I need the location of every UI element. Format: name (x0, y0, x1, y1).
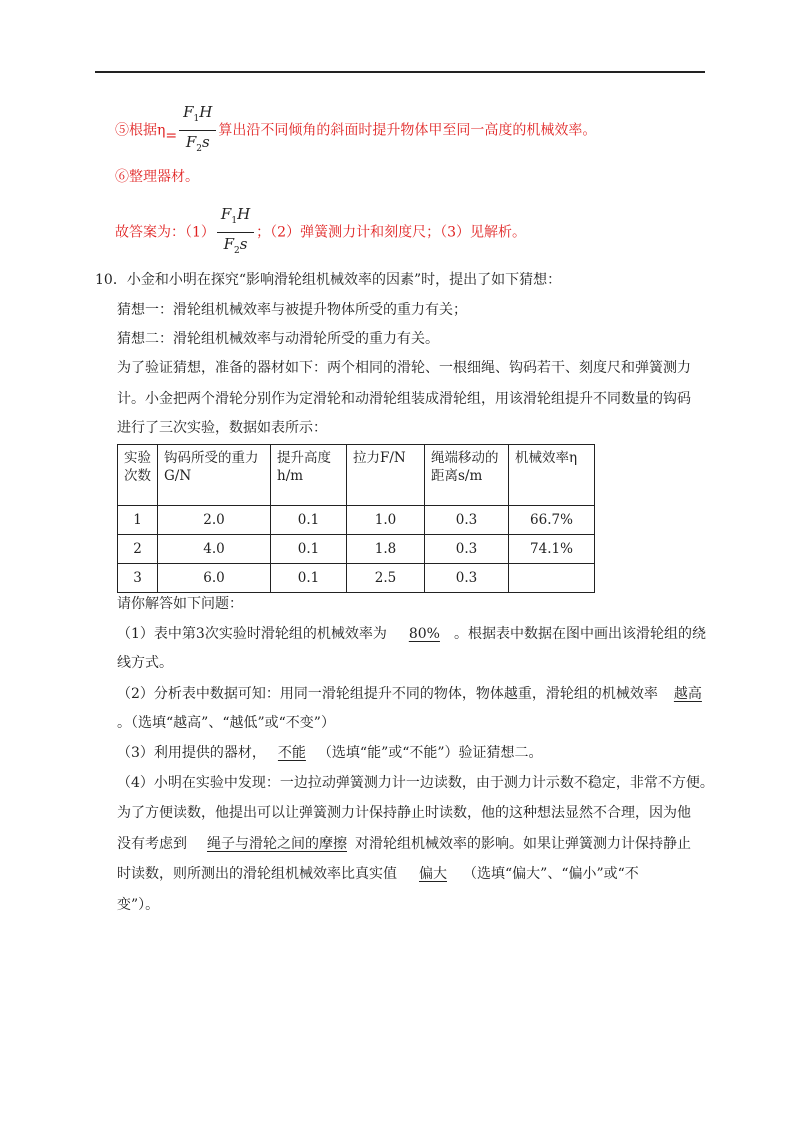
header-rule (95, 71, 705, 73)
q2-answer: 越高 (673, 686, 702, 702)
q3-text: （3）利用提供的器材， (117, 745, 266, 761)
table-row (118, 564, 595, 593)
cell-height: 0.1 (271, 506, 347, 535)
q4-answer-2: 偏大 (419, 866, 447, 882)
header-efficiency: 机械效率η (509, 445, 595, 506)
q1-text-2: 。根据表中数据在图中画出该滑轮组的绕 (453, 626, 706, 642)
cell-distance: 0.3 (425, 535, 509, 564)
materials-line-1: 为了验证猜想，准备的器材如下：两个相同的滑轮、一根细绳、钩码若干、刻度尺和弹簧测力 (117, 360, 691, 376)
question-1-cont: 线方式。 (117, 655, 173, 671)
cell-trial: 2 (118, 535, 158, 564)
table-header-row (118, 445, 595, 506)
header-height: 提升高度h/m (271, 445, 347, 506)
questions-intro: 请你解答如下问题： (117, 596, 243, 612)
answer-prefix: 故答案为：（1） (115, 224, 215, 241)
cell-weight: 4.0 (158, 535, 271, 564)
step-5-line (115, 103, 596, 158)
cell-efficiency: 74.1% (509, 535, 595, 564)
cell-distance: 0.3 (425, 506, 509, 535)
table-row (118, 506, 595, 535)
cell-weight: 6.0 (158, 564, 271, 593)
cell-height: 0.1 (271, 564, 347, 593)
cell-distance: 0.3 (425, 564, 509, 593)
step-5-lead: 根据η (129, 122, 166, 139)
question-2 (117, 684, 706, 704)
question-2-cont: 。（选填“越高”、“越低”或“不变”） (117, 715, 335, 731)
step-5-equals: = (165, 127, 178, 144)
q10-title: 10．小金和小明在探究“影响滑轮组机械效率的因素”时，提出了如下猜想： (95, 272, 562, 288)
step-5-number: ⑤ (115, 122, 129, 139)
cell-trial: 1 (118, 506, 158, 535)
question-4-line-5: 变”）。 (117, 897, 160, 913)
q4-text: 没有考虑到 (117, 836, 187, 852)
cell-efficiency (509, 564, 595, 593)
question-3 (117, 743, 543, 763)
q4-answer-1: 绳子与滑轮之间的摩擦 (207, 836, 347, 852)
q4-text-4: （选填“偏大”、“偏小”或“不 (463, 866, 639, 882)
answer-suffix: ；（2）弹簧测力计和刻度尺；（3）见解析。 (256, 224, 526, 241)
question-4-line-3 (117, 834, 691, 854)
header-distance: 绳端移动的距离s/m (425, 445, 509, 506)
answer-summary (115, 205, 526, 260)
hypothesis-2: 猜想二：滑轮组机械效率与动滑轮所受的重力有关。 (117, 331, 439, 347)
step-6-line: ⑥整理器材。 (115, 169, 199, 185)
question-4-line-4 (117, 864, 639, 884)
answer-formula: $\frac{F_1H}{F_2s}$ (217, 205, 254, 260)
q1-text: （1）表中第3次实验时滑轮组的机械效率为 (117, 626, 387, 642)
experiment-table (117, 444, 595, 593)
efficiency-formula: $\frac{F_1H}{F_2s}$ (179, 103, 216, 158)
cell-force: 2.5 (347, 564, 425, 593)
header-trial: 实验次数 (118, 445, 158, 506)
cell-force: 1.8 (347, 535, 425, 564)
materials-line-3: 进行了三次实验，数据如表所示： (117, 420, 327, 436)
q2-text: （2）分析表中数据可知：用同一滑轮组提升不同的物体，物体越重，滑轮组的机械效率 (117, 686, 658, 702)
cell-weight: 2.0 (158, 506, 271, 535)
cell-height: 0.1 (271, 535, 347, 564)
materials-line-2: 计。小金把两个滑轮分别作为定滑轮和动滑轮组装成滑轮组，用该滑轮组提升不同数量的钩码 (117, 391, 691, 407)
cell-efficiency: 66.7% (509, 506, 595, 535)
table-row (118, 535, 595, 564)
q3-answer: 不能 (277, 745, 306, 761)
q3-text-2: （选填“能”或“不能”）验证猜想二。 (317, 745, 543, 761)
hypothesis-1: 猜想一：滑轮组机械效率与被提升物体所受的重力有关； (117, 302, 467, 318)
step-5-text: 算出沿不同倾角的斜面时提升物体甲至同一高度的机械效率。 (218, 122, 597, 139)
header-weight: 钩码所受的重力G/N (158, 445, 271, 506)
q4-text-2: 对滑轮组机械效率的影响。如果让弹簧测力计保持静止 (355, 836, 691, 852)
q4-text-3: 时读数，则所测出的滑轮组机械效率比真实值 (117, 866, 397, 882)
question-1 (117, 624, 706, 644)
question-4: （4）小明在实验中发现：一边拉动弹簧测力计一边读数，由于测力计示数不稳定，非常不方便。 (117, 775, 714, 791)
q1-answer: 80% (408, 626, 440, 642)
header-force: 拉力F/N (347, 445, 425, 506)
cell-trial: 3 (118, 564, 158, 593)
question-4-line-2: 为了方便读数，他提出可以让弹簧测力计保持静止时读数，他的这种想法显然不合理，因为他 (117, 805, 691, 821)
cell-force: 1.0 (347, 506, 425, 535)
